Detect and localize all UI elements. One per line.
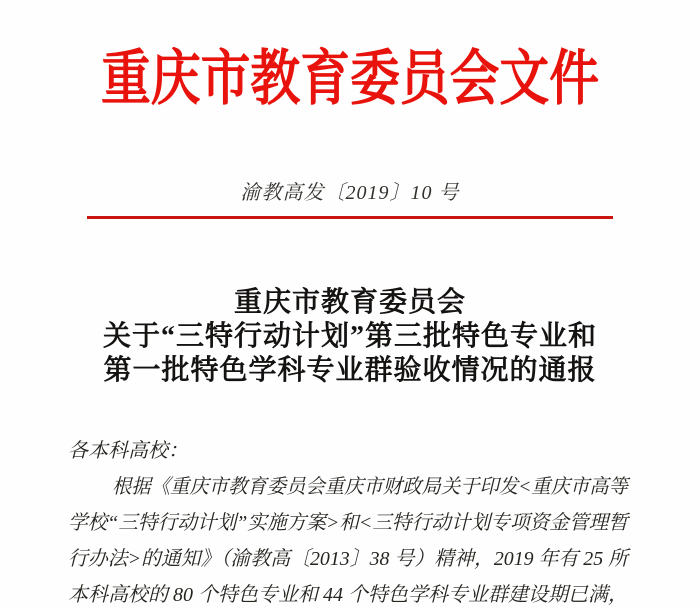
document-number: 渝教高发〔2019〕10 号 <box>240 182 460 204</box>
body-line-text: 本科高校的 80 个特色专业和 44 个特色学科专业群建设期已满， <box>68 584 628 606</box>
document-body <box>68 433 628 607</box>
title-line-1: 重庆市教育委员会 <box>233 287 466 318</box>
body-line <box>68 469 628 505</box>
title-line-2: 关于“三特行动计划”第三批特色专业和 <box>102 321 597 352</box>
document-title <box>0 286 700 388</box>
body-line <box>68 505 628 541</box>
body-line-text: 根据《重庆市教育委员会重庆市财政局关于印发<重庆市高等 <box>112 476 628 498</box>
letterhead-text: 重庆市教育委员会文件 <box>101 46 599 112</box>
salutation <box>68 433 628 469</box>
title-line-3: 第一批特色学科专业群验收情况的通报 <box>103 355 597 386</box>
letterhead-banner <box>0 44 700 114</box>
body-line <box>68 541 628 577</box>
red-separator-rule <box>87 216 613 219</box>
body-line-text: 学校“三特行动计划”实施方案>和<三特行动计划专项资金管理暂 <box>68 512 628 534</box>
salutation-text: 各本科高校： <box>68 440 188 462</box>
body-line-text: 行办法>的通知》（渝教高〔2013〕38 号）精神，2019 年有 25 所 <box>68 548 628 570</box>
body-line <box>68 577 628 607</box>
